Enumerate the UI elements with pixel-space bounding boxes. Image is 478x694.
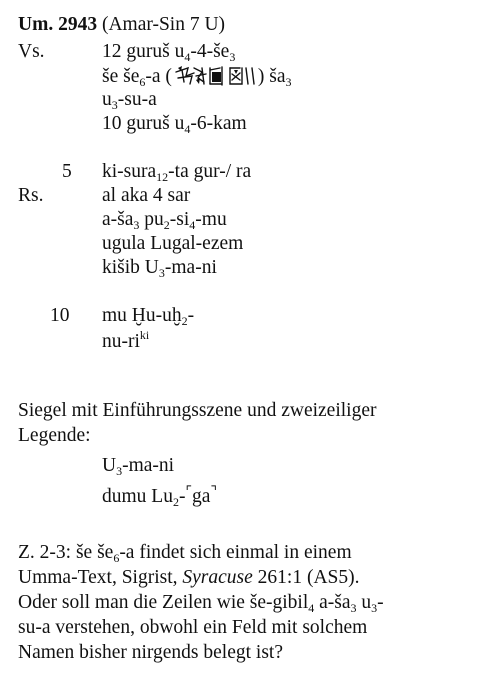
- transliteration-line-3: $u_3-su-a$: [102, 89, 157, 112]
- commentary-line-5: Namen bisher nirgends belegt ist?: [18, 642, 283, 663]
- transliteration-line-9: kišib $U_3-ma-ni$: [102, 257, 217, 280]
- seal-description-line-1: Siegel mit Einführungsszene und zweizeiliger: [18, 400, 377, 421]
- transliteration-line-8: ugula Lugal-ezem: [102, 233, 244, 254]
- seal-description: [18, 398, 463, 448]
- transliteration-line-6: al aka 4 sar: [102, 185, 191, 206]
- transliteration-line-5: ki-sura$_{12}$-ta gur-/ ra: [102, 161, 252, 184]
- text-number: Um. 2943: [18, 14, 98, 35]
- commentary-line-2: Umma-Text, Sigrist, Syracuse 261:1 (AS5).: [18, 567, 360, 588]
- obverse-label: Vs.: [18, 41, 45, 62]
- transliteration-line-1: 12 guruš $u_4-4-še_3$: [102, 41, 236, 64]
- transliteration-line-7: $a-ša_3$ $pu_2-si_4-mu$: [102, 209, 227, 232]
- seal-legend-line-2: dumu $Lu_2-^⌜ga^⌝$: [102, 485, 217, 509]
- line-number-5: 5: [62, 161, 72, 182]
- transliteration-line-11: $nu-ri^{ki}$: [102, 328, 150, 352]
- commentary-line-3: Oder soll man die Zeilen wie še-gibil$_4$ $a-ša_3$ $u_3-$: [18, 592, 384, 615]
- transliteration-line-4: 10 guruš $u_4-6$-kam: [102, 113, 247, 136]
- line-number-10: 10: [50, 305, 70, 326]
- commentary-line-1: Z. 2-3: še $še_6-a$ findet sich einmal in einem: [18, 542, 352, 565]
- seal-description-line-2: Legende:: [18, 425, 91, 446]
- transliteration-line-10: mu Ḫu-uḫ$_2$-: [102, 305, 195, 328]
- reverse-label: Rs.: [18, 185, 44, 206]
- transliteration-line-2: še $še_6-a$ ( ) $ša_3$: [102, 66, 292, 89]
- cuneiform-sign-drawing: [174, 64, 256, 88]
- text-heading: [18, 13, 225, 37]
- commentary-line-4: su-a verstehen, obwohl ein Feld mit solchem: [18, 617, 368, 638]
- commentary: [18, 540, 463, 665]
- seal-legend-line-1: $U_3-ma-ni$: [102, 455, 175, 478]
- text-date: (Amar-Sin 7 U): [101, 14, 226, 35]
